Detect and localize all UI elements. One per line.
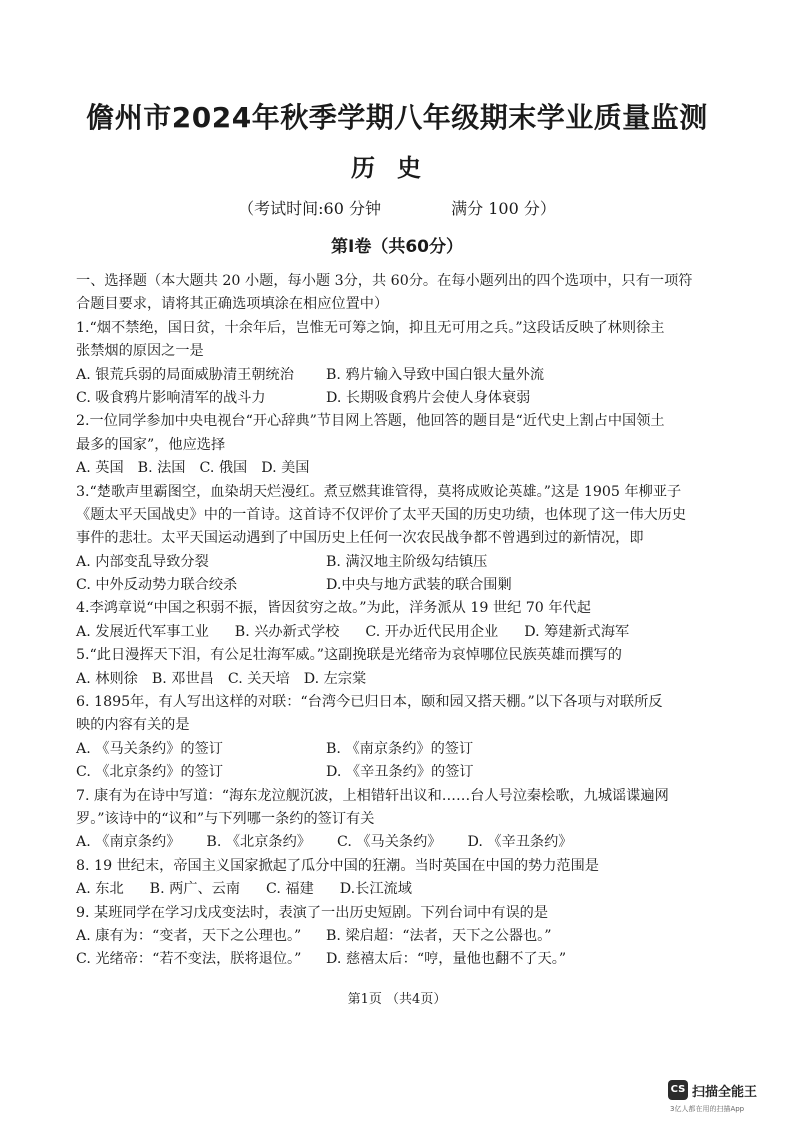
option-row (76, 668, 756, 691)
section-instruction-line: 合题目要求，请将其正确选项填涂在相应位置中） (76, 296, 389, 313)
answer-option: C. 关天培 (227, 670, 290, 687)
option-row (76, 738, 756, 761)
scanner-app-tagline: 3亿人都在用的扫描App (670, 1105, 745, 1113)
answer-option: B. 梁启超：“法者，天下之公器也。” (326, 927, 552, 944)
answer-option: C. 《北京条约》的签订 (76, 764, 224, 781)
question-stem-line: 1.“烟不禁绝，国日贫，十余年后，岂惟无可筹之饷，抑且无可用之兵。”这段话反映了林则徐主 (76, 319, 665, 336)
page-footer: 第1页 （共4页） (347, 992, 447, 1007)
volume-heading: 第Ⅰ卷（共60分） (331, 237, 463, 257)
exam-title: 儋州市2024年秋季学期八年级期末学业质量监测 (86, 101, 708, 134)
option-row (76, 925, 756, 948)
option-row (76, 761, 756, 784)
question-stem-line: 8. 19 世纪末，帝国主义国家掀起了瓜分中国的狂潮。当时英国在中国的势力范围是 (76, 857, 599, 874)
answer-option: D. 长期吸食鸦片会使人身体衰弱 (326, 389, 531, 406)
section-instruction-line: 一、选择题（本大题共 20 小题，每小题 3分，共 60分。在每小题列出的四个选项中，只有一项符 (76, 273, 693, 289)
answer-option: B. 邓世昌 (151, 670, 214, 687)
question-stem-line: 事件的悲壮。太平天国运动遇到了中国历史上任何一次农民战争都不曾遇到过的新情况，即 (76, 530, 644, 547)
answer-option: C. 俄国 (199, 460, 248, 477)
exam-info (0, 196, 794, 219)
option-row (76, 387, 756, 410)
question-stem-line: 7. 康有为在诗中写道：“海东龙泣舰沉波，上相错轩出议和……台人号泣秦桧歌，九城谣谍遍网 (76, 787, 669, 804)
question-stem-line: 6. 1895年，有人写出这样的对联：“台湾今已归日本，颐和园又搭天棚。”以下各项与对联所反 (76, 694, 663, 711)
option-row (76, 948, 756, 971)
subject-title: 历史 (351, 154, 443, 182)
answer-option: B. 兴办新式学校 (234, 623, 340, 640)
answer-option: D. 《辛丑条约》 (467, 834, 573, 851)
answer-option: A. 发展近代军事工业 (76, 623, 209, 640)
option-row (76, 574, 756, 597)
question-stem-line: 罗。”该诗中的“议和”与下列哪一条约的签订有关 (76, 810, 375, 827)
question-stem-line: 《题太平天国战史》中的一首诗。这首诗不仅评价了太平天国的历史功绩，也体现了这一伟大历史 (76, 506, 687, 523)
answer-option: C. 开办近代民用企业 (365, 623, 499, 640)
question-stem-line: 3.“楚歌声里霸图空，血染胡天烂漫红。煮豆燃萁谁管得，莫将成败论英雄。”这是 1905 年柳亚子 (76, 483, 682, 500)
answer-option: C. 《马关条约》 (336, 834, 442, 851)
answer-option: A. 康有为：“变者，天下之公理也。” (76, 927, 302, 944)
answer-option: D. 《辛丑条约》的签订 (326, 764, 474, 781)
exam-time: （考试时间:60 分钟 (238, 199, 381, 218)
question-stem-line: 4.李鸿章说“中国之积弱不振，皆因贫穷之故。”为此，洋务派从 19 世纪 70 年代起 (76, 600, 591, 617)
scanner-watermark (668, 1078, 780, 1118)
answer-option: A. 东北 (76, 881, 124, 898)
option-row (76, 621, 756, 644)
answer-option: D. 慈禧太后：“哼，量他也翻不了天。” (326, 951, 567, 968)
answer-option: A. 银荒兵弱的局面威胁清王朝统治 (76, 366, 294, 383)
answer-option: A. 林则徐 (76, 670, 138, 687)
option-row (76, 457, 756, 480)
answer-option: B. 鸦片输入导致中国白银大量外流 (326, 366, 545, 383)
answer-option: C. 光绪帝：“若不变法，朕将退位。” (76, 951, 302, 968)
answer-option: B. 《北京条约》 (206, 834, 311, 851)
answer-option: D. 美国 (261, 460, 310, 477)
option-row (76, 831, 756, 854)
answer-option: D. 筹建新式海军 (524, 623, 630, 640)
question-stem-line: 映的内容有关的是 (76, 717, 190, 734)
answer-option: B. 法国 (137, 460, 186, 477)
option-row (76, 878, 756, 901)
question-stem-line: 最多的国家”，他应选择 (76, 436, 226, 453)
answer-option: D.中央与地方武装的联合围剿 (326, 577, 512, 594)
question-stem-line: 5.“此日漫挥天下泪，有公足壮海军威。”这副挽联是光绪帝为哀悼哪位民族英雄而撰写的 (76, 647, 622, 664)
answer-option: C. 吸食鸦片影响清军的战斗力 (76, 389, 266, 406)
scanner-logo-icon: CS (668, 1080, 688, 1100)
answer-option: A. 《南京条约》 (76, 834, 181, 851)
question-stem-line: 9. 某班同学在学习戊戌变法时，表演了一出历史短剧。下列台词中有误的是 (76, 904, 549, 921)
option-row (76, 364, 756, 387)
question-stem-line: 2.一位同学参加中央电视台“开心辞典”节目网上答题，他回答的题目是“近代史上割占中国领土 (76, 413, 665, 430)
answer-option: A. 内部变乱导致分裂 (76, 553, 209, 570)
answer-option: B. 《南京条约》的签订 (326, 740, 474, 757)
question-stem-line: 张禁烟的原因之一是 (76, 343, 204, 360)
option-row (76, 551, 756, 574)
exam-score: 满分 100 分） (451, 199, 556, 218)
answer-option: D.长江流域 (339, 881, 412, 898)
answer-option: C. 福建 (266, 881, 314, 898)
answer-option: B. 满汉地主阶级勾结镇压 (326, 553, 488, 570)
question-body (76, 270, 756, 972)
answer-option: A. 英国 (76, 460, 124, 477)
scanner-app-name: 扫描全能王 (692, 1085, 758, 1100)
answer-option: A. 《马关条约》的签订 (76, 740, 223, 757)
answer-option: D. 左宗棠 (303, 670, 367, 687)
answer-option: B. 两广、云南 (149, 881, 241, 898)
answer-option: C. 中外反动势力联合绞杀 (76, 577, 238, 594)
